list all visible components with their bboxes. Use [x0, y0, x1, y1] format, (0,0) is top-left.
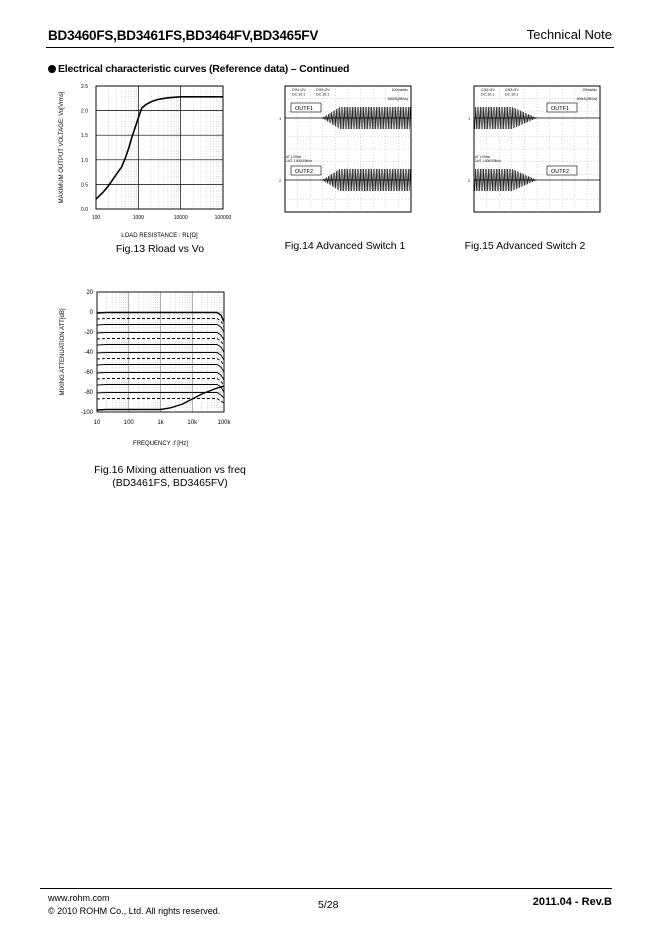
- y-tick-label: 1.5: [81, 133, 88, 140]
- fig14-cursor-readout: dT 1.00ms 1/dT 1.000000kHz: [286, 155, 312, 163]
- document-title: BD3460FS,BD3461FS,BD3464FV,BD3465FV: [48, 28, 319, 43]
- x-tick-label: 1000: [132, 215, 144, 221]
- footer-divider: [40, 888, 612, 889]
- x-tick-label: 100k: [217, 420, 231, 426]
- fig15-marker-2: 2: [468, 178, 471, 183]
- fig14-ch1-readout: CH1=2V DC 10:1: [292, 88, 306, 97]
- y-tick-label: 2.0: [81, 108, 88, 115]
- x-axis-label: LOAD RESISTANCE : RL[Ω]: [121, 233, 198, 239]
- fig13-chart: [50, 80, 260, 242]
- fig13-caption: Fig.13 Rload vs Vo: [115, 243, 205, 255]
- fig15-caption: Fig.15 Advanced Switch 2: [464, 240, 586, 252]
- plot-frame: [96, 86, 223, 209]
- fig14-timebase: 100ms/div: [391, 88, 408, 92]
- x-axis-label: FREQUENCY :f [Hz]: [133, 441, 188, 447]
- footer-copyright: © 2010 ROHM Co., Ltd. All rights reserved.: [48, 906, 221, 916]
- x-tick-label: 10000: [173, 215, 188, 221]
- y-tick-label: -80: [84, 390, 93, 396]
- fig15-marker-1: 1: [468, 116, 471, 121]
- fig15-sample: 500kS(2MS/s): [576, 97, 597, 101]
- y-tick-label: 2.5: [81, 84, 88, 90]
- fig15-trace2-label: OUTF2: [551, 169, 570, 175]
- fig14-caption: Fig.14 Advanced Switch 1: [284, 240, 406, 252]
- fig14-marker-1: 1: [279, 116, 282, 121]
- fig15-timebase: 20ms/div: [582, 88, 597, 92]
- fig14-sample: 500kS(2MS/s): [387, 97, 408, 101]
- x-tick-label: 1k: [157, 420, 164, 426]
- y-axis-label: MAXIMUM OUTPUT VOLTAGE: Vo[Vrms]: [59, 91, 65, 204]
- section-heading: [48, 63, 349, 75]
- fig16-chart: [52, 285, 242, 451]
- y-tick-label: -100: [80, 410, 93, 416]
- x-tick-label: 10k: [187, 420, 198, 426]
- y-tick-label: 0.5: [81, 182, 88, 189]
- fig15-oscilloscope: [465, 80, 608, 215]
- y-tick-label: -20: [84, 330, 93, 336]
- fig15-cursor-readout: dT 1.00ms 1/dT 1.000000kHz: [475, 155, 501, 163]
- y-tick-label: -40: [84, 350, 93, 356]
- footer-url: www.rohm.com: [48, 893, 110, 903]
- x-tick-label: 100: [123, 420, 134, 426]
- section-heading-text: Electrical characteristic curves (Reference data) – Continued: [58, 63, 350, 75]
- fig14-ch2-readout: CH2=2V DC 10:1: [316, 88, 330, 97]
- x-tick-label: 100: [91, 215, 101, 221]
- y-tick-label: 0.0: [81, 207, 88, 213]
- fig16-caption: Fig.16 Mixing attenuation vs freq (BD3461FS, BD3465FV): [94, 464, 246, 489]
- revision: 2011.04 - Rev.B: [532, 896, 612, 908]
- fig14-trace2-label: OUTF2: [295, 169, 314, 175]
- fig15-ch1-readout: CH1=2V DC 10:1: [481, 88, 495, 97]
- series-line: [96, 97, 223, 199]
- x-tick-label: 10: [93, 420, 101, 426]
- document-type: Technical Note: [526, 27, 612, 42]
- fig14-trace1-label: OUTF1: [295, 106, 314, 112]
- y-axis-label: MIXING ATTENUATION ATT[dB]: [60, 308, 66, 396]
- y-tick-label: 0: [89, 310, 93, 316]
- y-tick-label: 1.0: [81, 157, 88, 164]
- y-tick-label: 20: [86, 290, 93, 296]
- bullet-icon: [48, 65, 56, 73]
- header-divider: [46, 47, 614, 48]
- y-tick-label: -60: [84, 370, 93, 376]
- page-number: 5/28: [318, 899, 339, 911]
- fig15-ch2-readout: CH2=2V DC 10:1: [505, 88, 519, 97]
- fig14-oscilloscope: [278, 80, 416, 215]
- fig14-marker-2: 2: [279, 178, 282, 183]
- fig15-trace1-label: OUTF1: [551, 106, 570, 112]
- x-tick-label: 100000: [214, 215, 232, 221]
